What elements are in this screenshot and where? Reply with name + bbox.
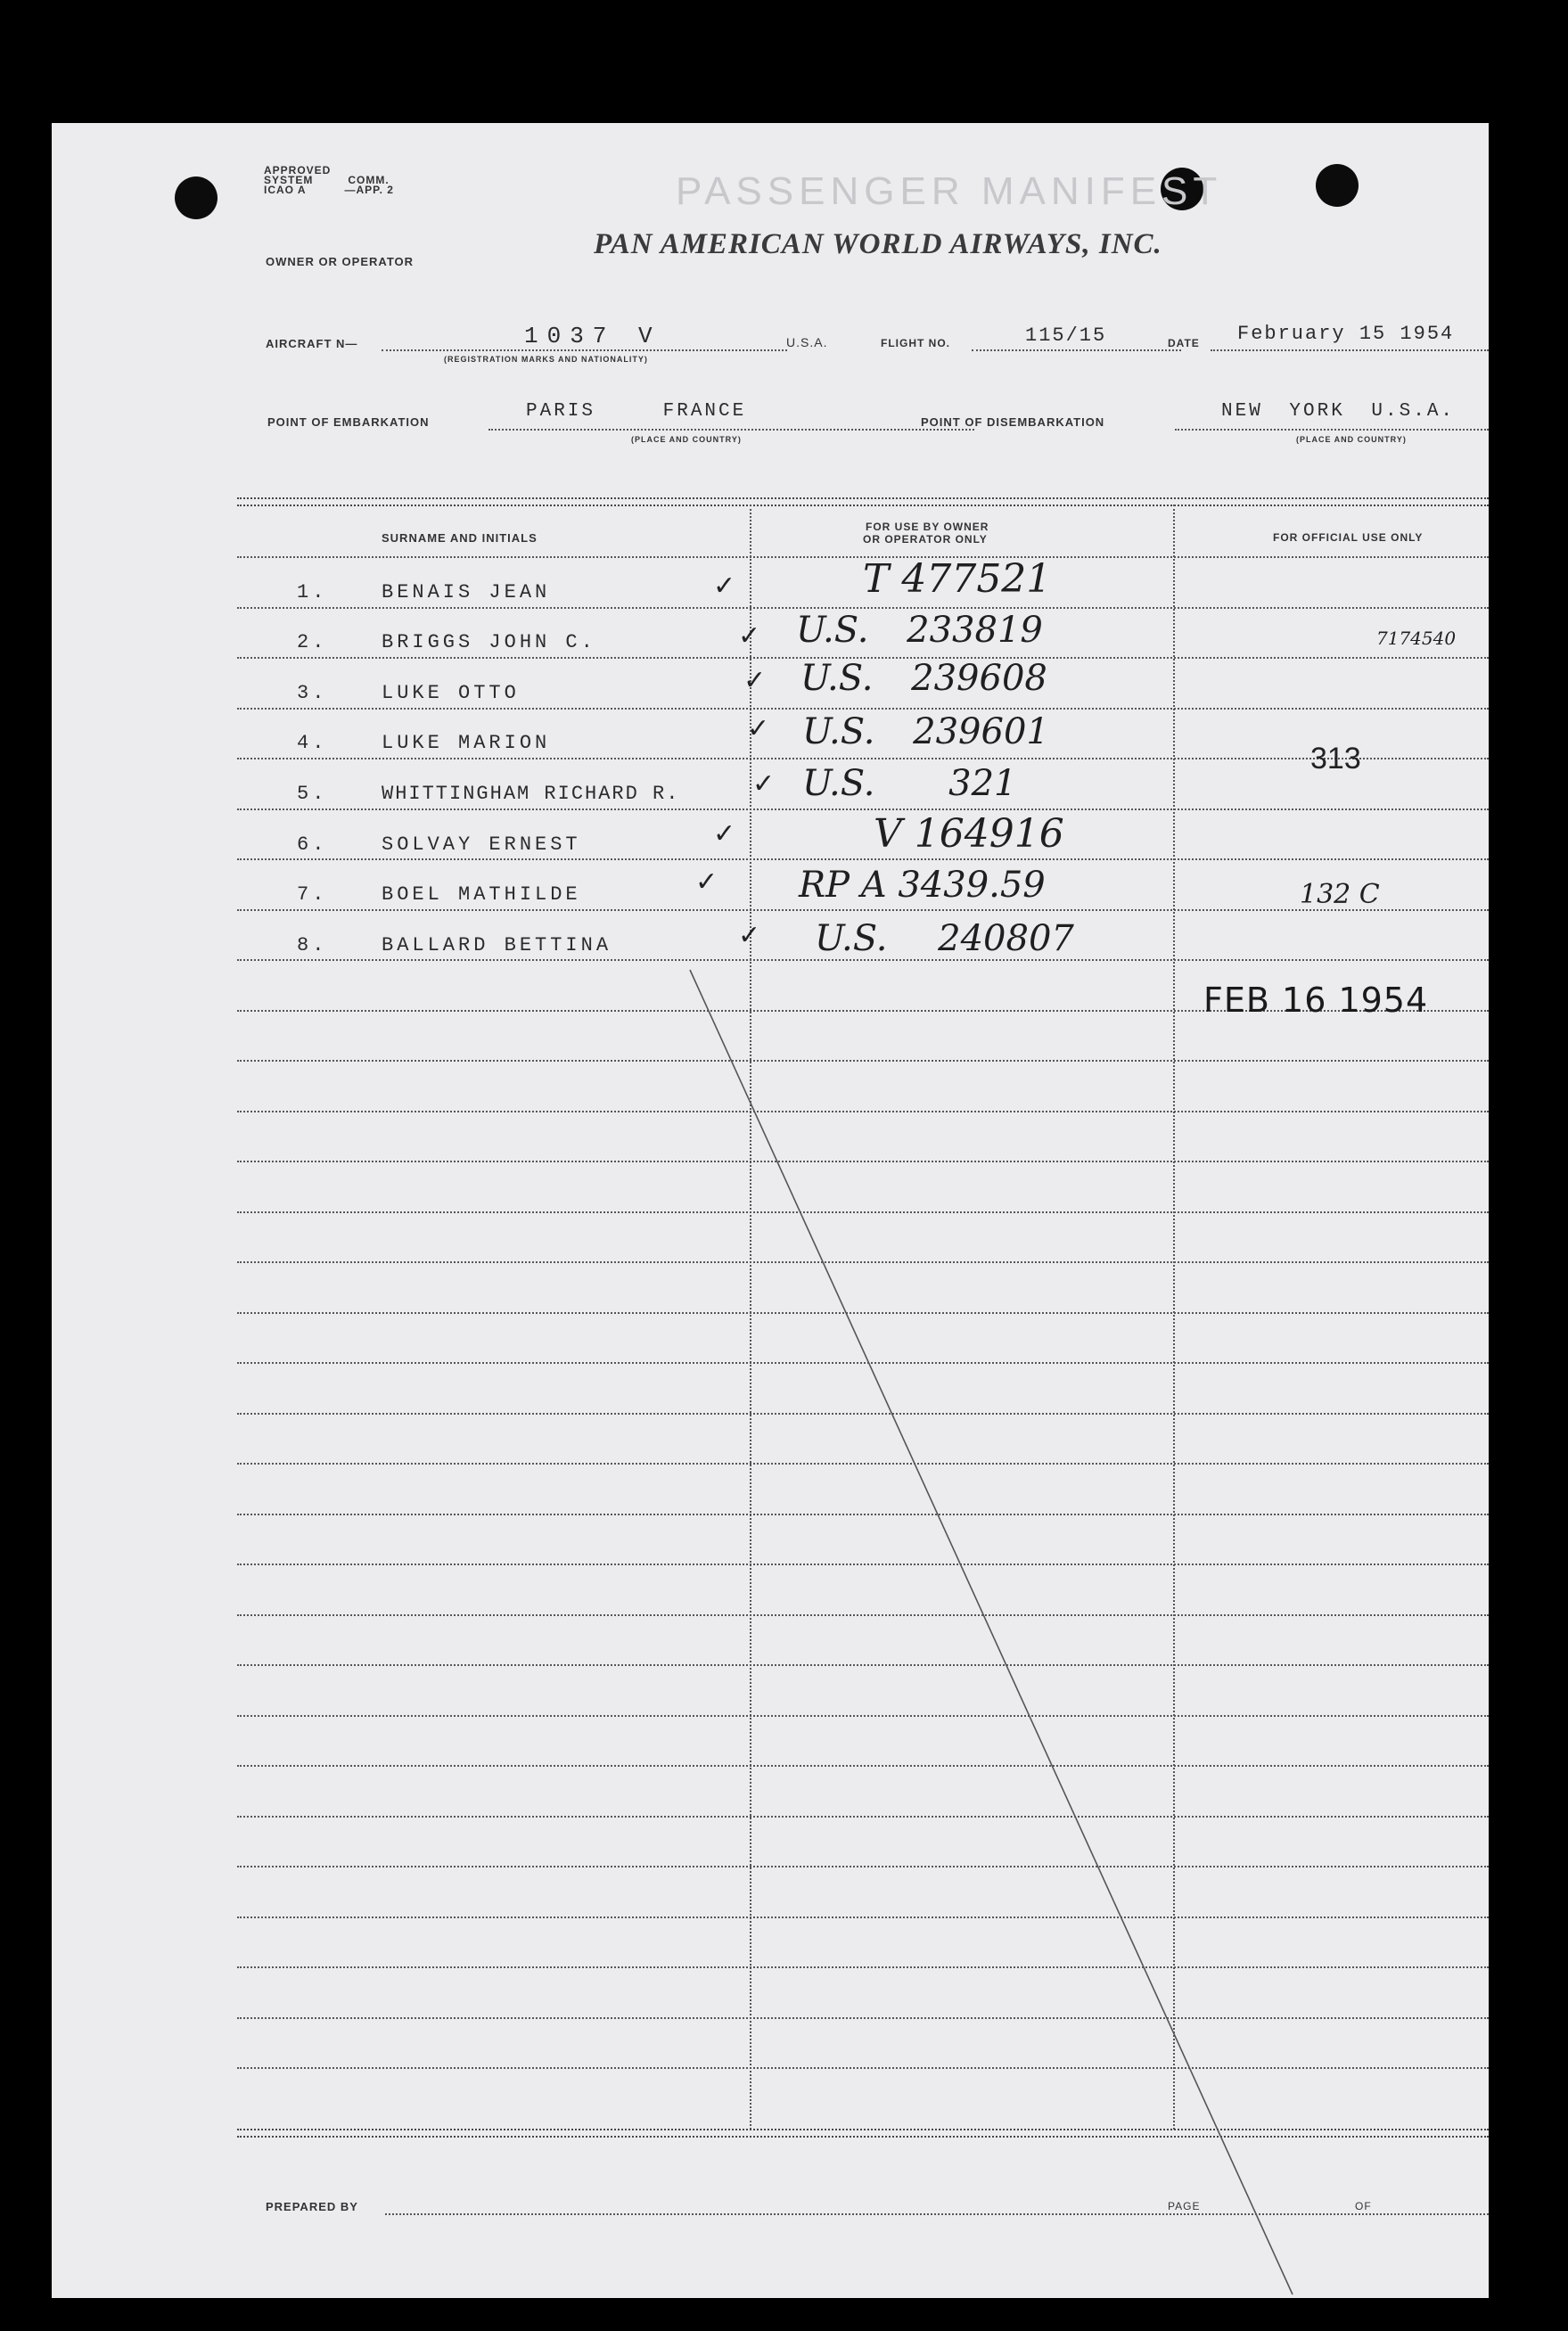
check-mark: ✓ <box>752 768 776 800</box>
passenger-name: LUKE OTTO <box>382 682 520 704</box>
approval-line-1: APPROVED <box>264 164 332 176</box>
check-mark: ✓ <box>747 713 770 744</box>
place-caption: (PLACE AND COUNTRY) <box>631 435 742 444</box>
flight-label: FLIGHT NO. <box>881 337 950 349</box>
check-mark: ✓ <box>738 920 761 951</box>
check-mark: ✓ <box>713 818 736 850</box>
check-mark: ✓ <box>695 866 718 898</box>
prepared-label: PREPARED BY <box>266 2200 358 2213</box>
disembarkation-value: NEW YORK U.S.A. <box>1221 401 1456 422</box>
passenger-document: RP A 3439.59 <box>799 865 1046 906</box>
passenger-name: BOEL MATHILDE <box>382 883 581 906</box>
date-label: DATE <box>1168 337 1200 349</box>
passenger-document: U.S. 239608 <box>800 658 1047 699</box>
passenger-name: BALLARD BETTINA <box>382 934 612 956</box>
passenger-name: WHITTINGHAM RICHARD R. <box>382 783 680 805</box>
passenger-document: V 164916 <box>874 811 1064 857</box>
row-number: 4. <box>297 732 328 754</box>
passenger-document: U.S. 233819 <box>796 610 1043 651</box>
col-header-official: FOR OFFICIAL USE ONLY <box>1273 531 1424 544</box>
check-mark: ✓ <box>713 570 736 602</box>
approval-line-2: SYSTEM COMM. <box>264 174 390 186</box>
check-mark: ✓ <box>743 665 767 696</box>
date-value: February 15 1954 <box>1237 323 1455 345</box>
row-number: 6. <box>297 833 328 856</box>
flight-value: 115/15 <box>1025 324 1107 347</box>
cancellation-slash <box>52 123 1489 2298</box>
page-label: PAGE <box>1168 2200 1201 2212</box>
registration-caption: (REGISTRATION MARKS AND NATIONALITY) <box>444 355 648 364</box>
row-number: 8. <box>297 934 328 956</box>
col-header-surname: SURNAME AND INITIALS <box>382 531 538 545</box>
embarkation-value: PARIS FRANCE <box>526 401 747 422</box>
embarkation-label: POINT OF EMBARKATION <box>267 415 430 429</box>
prepared-underline <box>385 2213 1489 2215</box>
owner-label: OWNER OR OPERATOR <box>266 255 415 268</box>
passenger-document: U.S. 321 <box>802 763 1017 804</box>
col-header-owner-1: FOR USE BY OWNER <box>866 521 989 533</box>
official-note: 132 C <box>1300 879 1380 910</box>
aircraft-value: 1037 V <box>524 323 661 349</box>
passenger-name: LUKE MARION <box>382 732 551 754</box>
row-number: 1. <box>297 581 328 603</box>
place-caption-2: (PLACE AND COUNTRY) <box>1296 435 1407 444</box>
passenger-name: SOLVAY ERNEST <box>382 833 581 856</box>
received-date-stamp: FEB 16 1954 <box>1203 981 1429 1020</box>
row-number: 5. <box>297 783 328 805</box>
check-mark: ✓ <box>738 620 761 652</box>
of-label: OF <box>1355 2200 1372 2212</box>
usa-label: U.S.A. <box>786 335 828 349</box>
form-title: PASSENGER MANIFEST <box>676 169 1223 213</box>
passenger-name: BRIGGS JOHN C. <box>382 631 596 653</box>
approval-line-3: ICAO A —APP. 2 <box>264 184 394 196</box>
aircraft-label: AIRCRAFT N— <box>266 337 358 350</box>
passenger-document: T 477521 <box>863 556 1052 602</box>
airline-name: PAN AMERICAN WORLD AIRWAYS, INC. <box>594 228 1162 260</box>
row-number: 7. <box>297 883 328 906</box>
disembarkation-label: POINT OF DISEMBARKATION <box>921 415 1105 429</box>
official-note: 7174540 <box>1376 628 1457 649</box>
passenger-document: U.S. 239601 <box>802 711 1049 752</box>
manifest-sheet <box>52 123 1489 2298</box>
passenger-name: BENAIS JEAN <box>382 581 551 603</box>
row-number: 3. <box>297 682 328 704</box>
row-number: 2. <box>297 631 328 653</box>
official-number: 313 <box>1310 742 1361 776</box>
passenger-document: U.S. 240807 <box>815 918 1074 959</box>
col-header-owner-2: OR OPERATOR ONLY <box>863 533 988 546</box>
